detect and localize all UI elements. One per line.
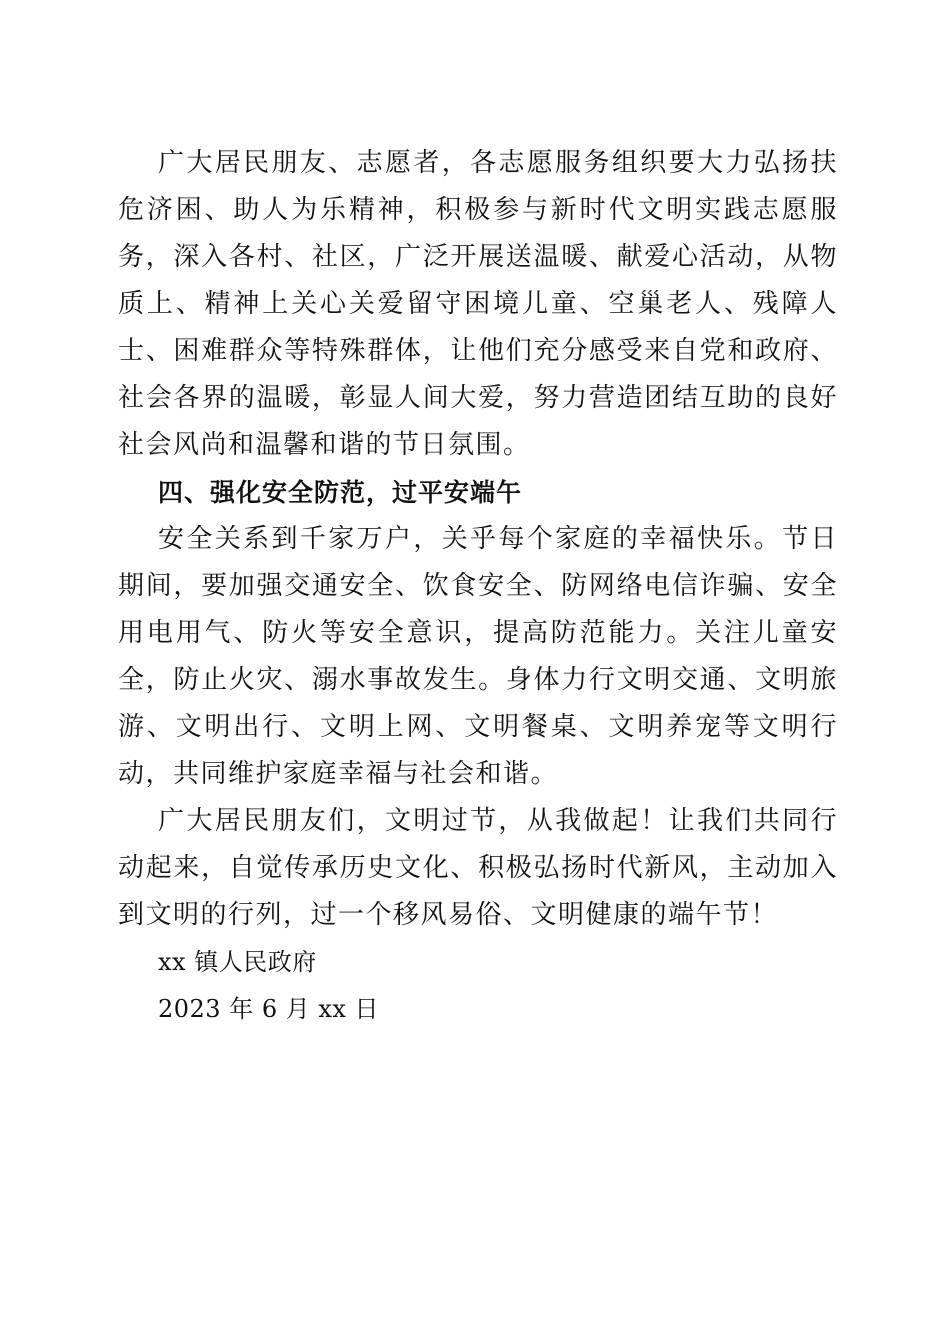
paragraph-call-to-action: 广大居民朋友们，文明过节，从我做起！让我们共同行动起来，自觉传承历史文化、积极弘扬时代新风，主动加入到文明的行列，过一个移风易俗、文明健康的端午节！ — [118, 806, 838, 930]
signature-date: 2023 年 6 月 xx 日 — [158, 995, 380, 1023]
paragraph-safety: 安全关系到千家万户，关乎每个家庭的幸福快乐。节日期间，要加强交通安全、饮食安全、防网络电信诈骗、安全用电用气、防火等安全意识，提高防范能力。关注儿童安全，防止火灾、溺水事故发生。身体力行文明交通、文明旅游、文明出行、文明上网、文明餐桌、文明养宠等文明行动，共同维护家庭幸福与社会和谐。 — [118, 524, 838, 789]
document-body — [118, 140, 838, 1033]
paragraph-volunteer-service: 广大居民朋友、志愿者，各志愿服务组织要大力弘扬扶危济困、助人为乐精神，积极参与新时代文明实践志愿服务，深入各村、社区，广泛开展送温暖、献爱心活动，从物质上、精神上关心关爱留守困境儿童、空巢老人、残障人士、困难群众等特殊群体，让他们充分感受来自党和政府、社会各界的温暖，彰显人间大爱，努力营造团结互助的良好社会风尚和温馨和谐的节日氛围。 — [118, 148, 838, 460]
signature-organization: xx 镇人民政府 — [158, 948, 317, 976]
section-heading-safety: 四、强化安全防范，过平安端午 — [158, 478, 523, 507]
